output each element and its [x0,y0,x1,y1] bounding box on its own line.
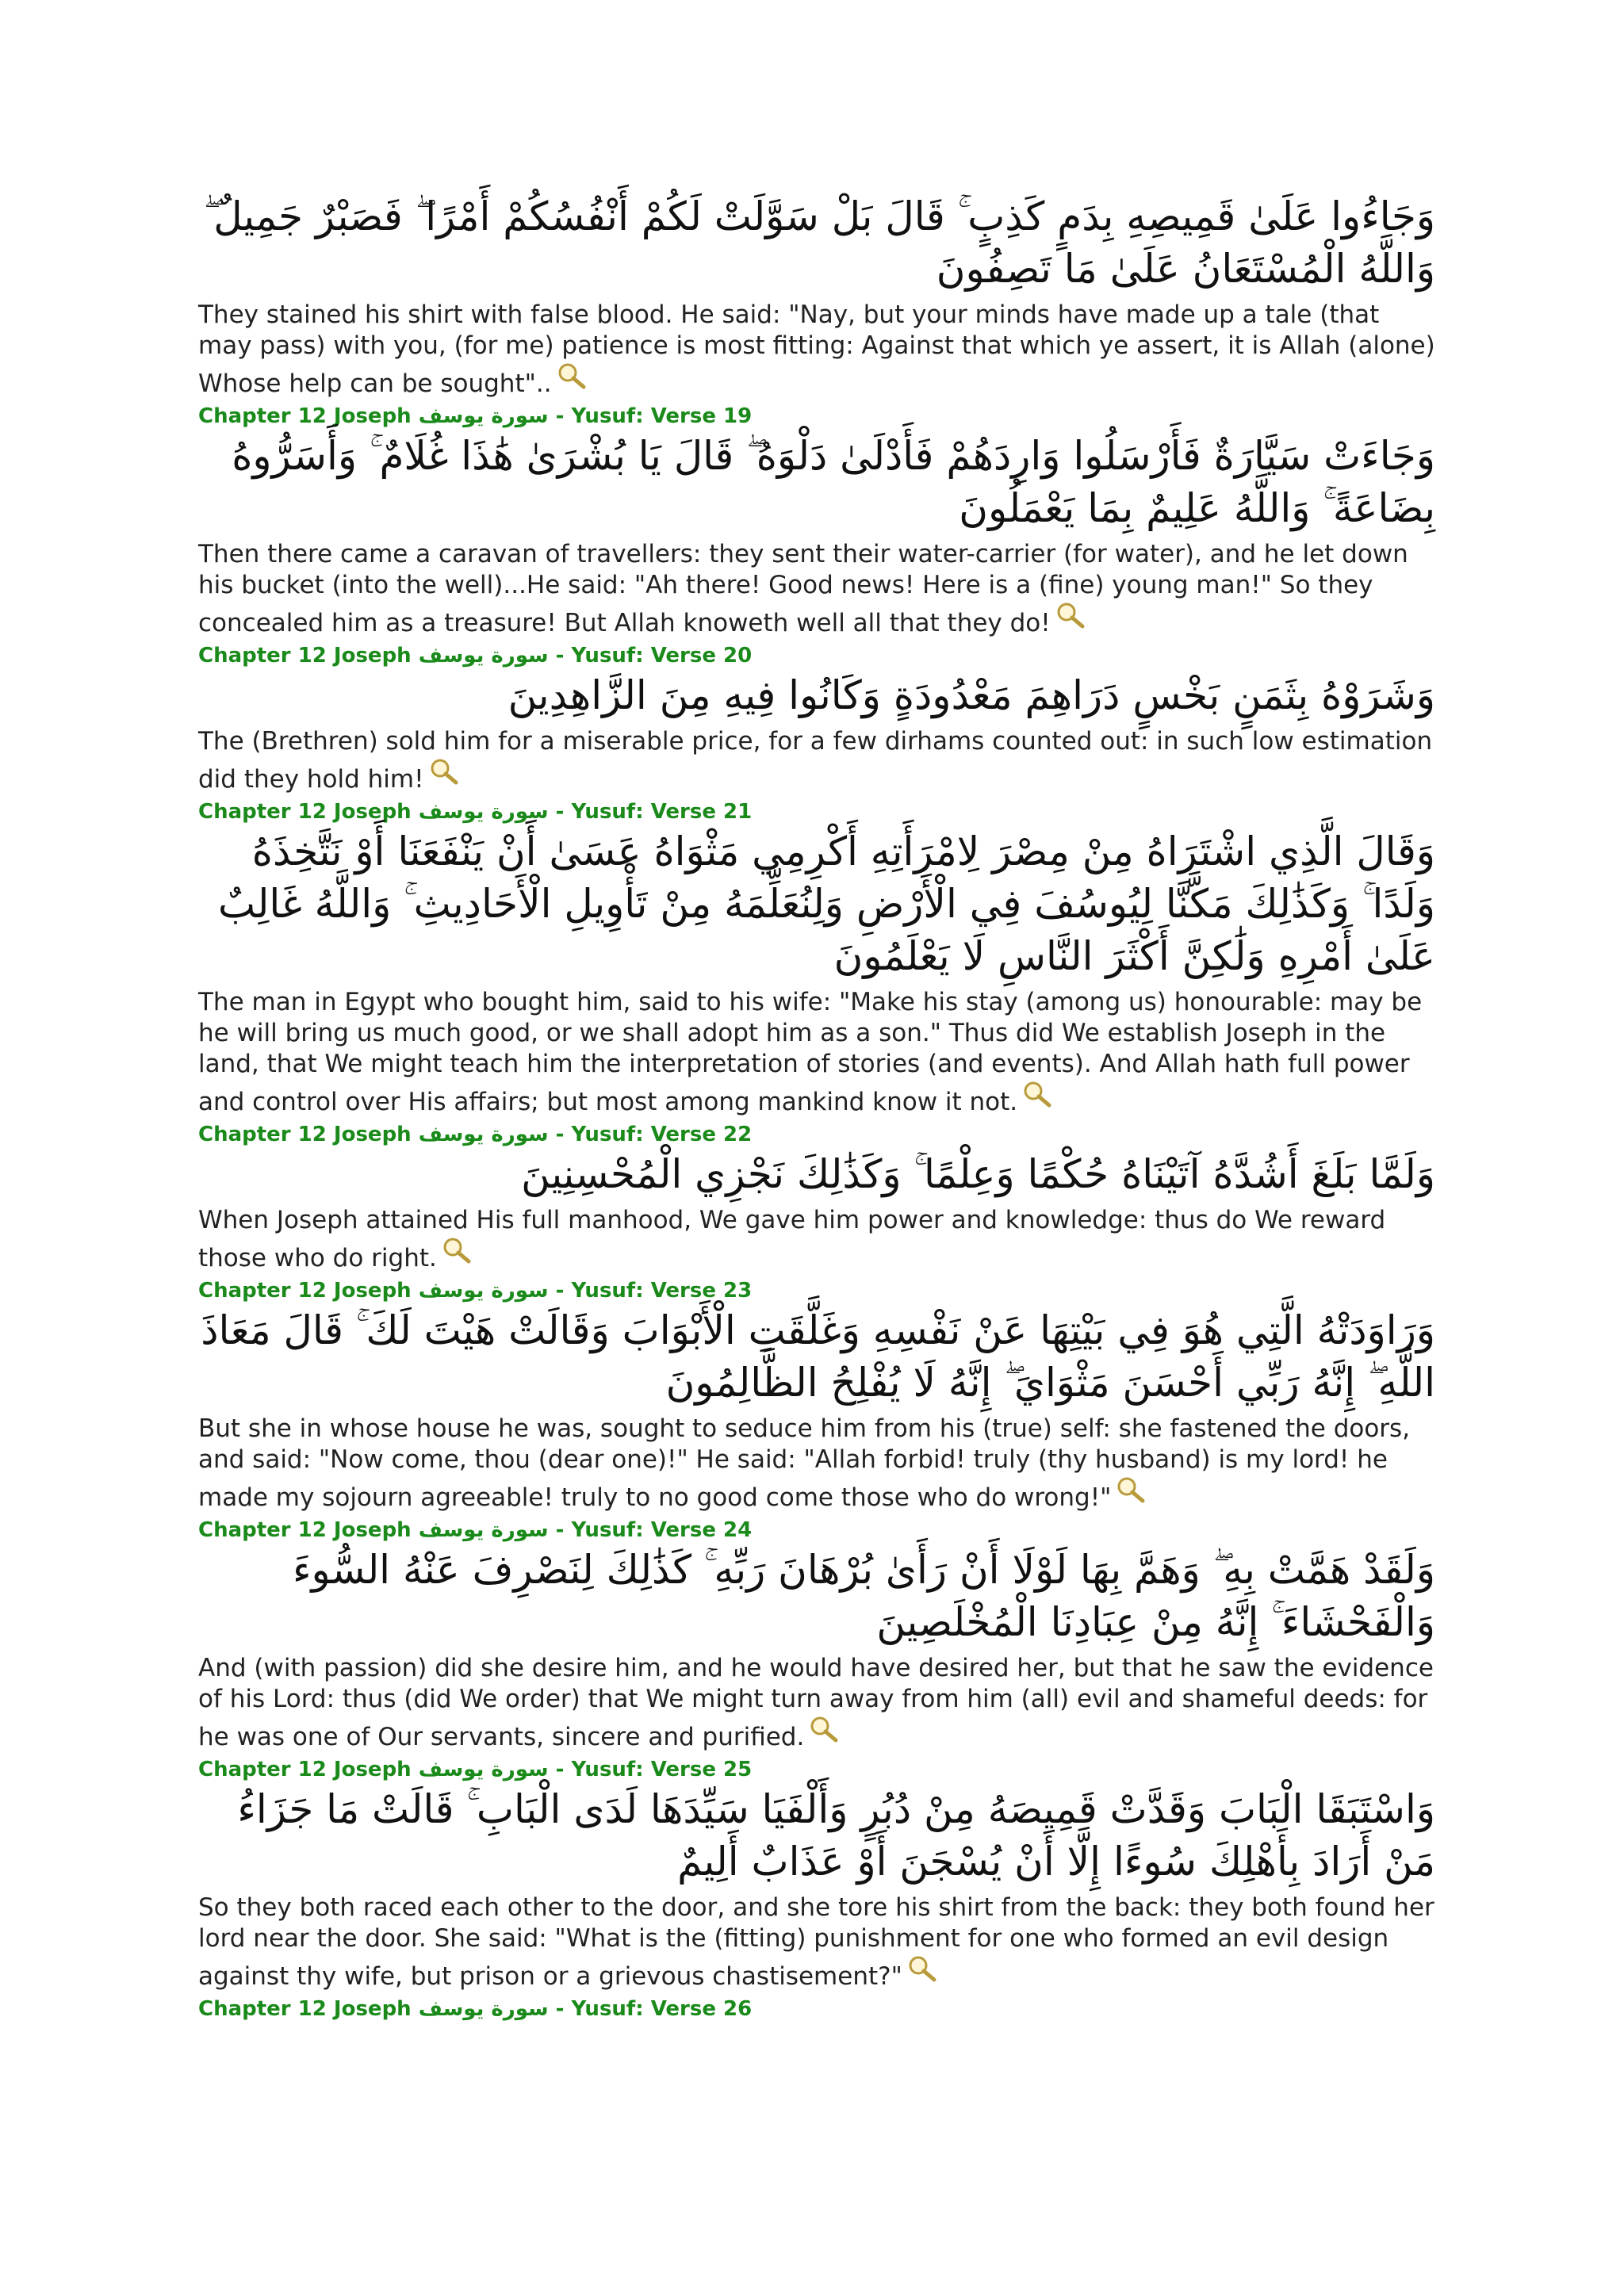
translation-body: But she in whose house he was, sought to seduce him from his (true) self: she fastened the doors, and said: "Now come, thou (dear one)!" He said: "Allah forbid! truly (thy husband) is my lord! he made my sojourn agreeable! truly to no good come those who do wrong!" [198,1414,1411,1512]
verse-block [198,825,1435,1148]
heading-verse: - Yusuf: Verse 25 [555,1758,753,1781]
heading-arabic: سورة يوسف [418,1758,549,1781]
verse-block [198,1304,1435,1544]
translation-body: The man in Egypt who bought him, said to his wife: "Make his stay (among us) honourable: may be he will bring us much good, or we shall adopt him as a son." Thus did We establish Joseph in the land, that We might teach him the interpretation of stories (and events). And Allah hath full power and control over His affairs; but most among mankind know it not. [198,988,1423,1116]
heading-verse: - Yusuf: Verse 21 [555,800,753,824]
heading-verse: - Yusuf: Verse 19 [555,404,753,428]
heading-chapter: Chapter 12 Joseph [198,1518,412,1542]
magnifier-icon[interactable] [1022,1080,1054,1116]
translation-text [198,987,1435,1118]
magnifier-icon[interactable] [1055,601,1087,637]
verse-block [198,1783,1435,2022]
verse-heading[interactable] [198,1121,1435,1148]
heading-chapter: Chapter 12 Joseph [198,404,412,428]
magnifier-icon[interactable] [557,362,588,398]
translation-body: When Joseph attained His full manhood, We gave him power and knowledge: thus do We reward those who do right. [198,1206,1386,1272]
verse-heading[interactable] [198,1277,1435,1304]
translation-text [198,300,1435,400]
magnifier-icon[interactable] [907,1954,939,1991]
heading-verse: - Yusuf: Verse 23 [555,1279,753,1303]
heading-arabic: سورة يوسف [418,644,549,668]
verse-block [198,430,1435,669]
heading-chapter: Chapter 12 Joseph [198,644,412,668]
translation-body: The (Brethren) sold him for a miserable price, for a few dirhams counted out: in such low estimation did they hold him! [198,727,1433,794]
heading-chapter: Chapter 12 Joseph [198,1997,412,2021]
heading-arabic: سورة يوسف [418,1518,549,1542]
translation-text [198,539,1435,639]
translation-text [198,1414,1435,1513]
arabic-verse: وَلَمَّا بَلَغَ أَشُدَّهُ آتَيْنَاهُ حُكْمًا وَعِلْمًا ۚ وَكَذَٰلِكَ نَجْزِي الْمُحْسِنِينَ [521,1151,1435,1197]
verse-heading[interactable] [198,403,1435,430]
heading-verse: - Yusuf: Verse 22 [555,1123,753,1146]
verse-block [198,1544,1435,1783]
magnifier-icon[interactable] [429,757,461,794]
translation-body: Then there came a caravan of travellers: they sent their water-carrier (for water), and he let down his bucket (into the well)...He said: "Ah there! Good news! Here is a (fine) young man!" So they concealed him as a treasure! But Allah knoweth well all that they do! [198,540,1408,637]
verse-heading[interactable] [198,798,1435,825]
heading-verse: - Yusuf: Verse 26 [555,1997,753,2021]
heading-arabic: سورة يوسف [418,800,549,824]
translation-text [198,1892,1435,1992]
verse-heading[interactable] [198,1517,1435,1544]
verse-heading[interactable] [198,1756,1435,1783]
translation-text [198,1205,1435,1274]
heading-verse: - Yusuf: Verse 24 [555,1518,753,1542]
arabic-verse: وَجَاءُوا عَلَىٰ قَمِيصِهِ بِدَمٍ كَذِبٍ ۚ قَالَ بَلْ سَوَّلَتْ لَكُمْ أَنْفُسُكُمْ أَمْرًا ۖ فَصَبْرٌ جَمِيلٌ ۖ وَاللَّهُ الْمُسْتَعَانُ عَلَىٰ مَا تَصِفُونَ [203,193,1435,292]
verse-block [198,669,1435,825]
magnifier-icon[interactable] [442,1236,473,1272]
heading-arabic: سورة يوسف [418,1123,549,1146]
magnifier-icon[interactable] [1116,1475,1147,1512]
translation-body: And (with passion) did she desire him, and he would have desired her, but that he saw the evidence of his Lord: thus (did We order) that We might turn away from him (all) evil and shameful deeds: for he was one of Our servants, sincere and purified. [198,1654,1434,1751]
heading-arabic: سورة يوسف [418,1997,549,2021]
heading-verse: - Yusuf: Verse 20 [555,644,753,668]
heading-chapter: Chapter 12 Joseph [198,1758,412,1781]
arabic-verse: وَقَالَ الَّذِي اشْتَرَاهُ مِنْ مِصْرَ لِامْرَأَتِهِ أَكْرِمِي مَثْوَاهُ عَسَىٰ أَنْ يَنْفَعَنَا أَوْ نَتَّخِذَهُ وَلَدًا ۚ وَكَذَٰلِكَ مَكَّنَّا لِيُوسُفَ فِي الْأَرْضِ وَلِنُعَلِّمَهُ مِنْ تَأْوِيلِ الْأَحَادِيثِ ۚ وَاللَّهُ غَالِبٌ عَلَىٰ أَمْرِهِ وَلَٰكِنَّ أَكْثَرَ النَّاسِ لَا يَعْلَمُونَ [218,828,1435,979]
verse-heading[interactable] [198,1996,1435,2022]
verse-heading[interactable] [198,642,1435,669]
arabic-verse: وَاسْتَبَقَا الْبَابَ وَقَدَّتْ قَمِيصَهُ مِنْ دُبُرٍ وَأَلْفَيَا سَيِّدَهَا لَدَى الْبَابِ ۚ قَالَتْ مَا جَزَاءُ مَنْ أَرَادَ بِأَهْلِكَ سُوءًا إِلَّا أَنْ يُسْجَنَ أَوْ عَذَابٌ أَلِيمٌ [237,1786,1435,1885]
heading-chapter: Chapter 12 Joseph [198,1123,412,1146]
magnifier-icon[interactable] [809,1715,841,1751]
arabic-verse: وَرَاوَدَتْهُ الَّتِي هُوَ فِي بَيْتِهَا عَنْ نَفْسِهِ وَغَلَّقَتِ الْأَبْوَابَ وَقَالَتْ هَيْتَ لَكَ ۚ قَالَ مَعَاذَ اللَّهِ ۖ إِنَّهُ رَبِّي أَحْسَنَ مَثْوَايَ ۖ إِنَّهُ لَا يُفْلِحُ الظَّالِمُونَ [201,1307,1435,1406]
translation-text [198,726,1435,795]
arabic-verse: وَجَاءَتْ سَيَّارَةٌ فَأَرْسَلُوا وَارِدَهُمْ فَأَدْلَىٰ دَلْوَهُ ۖ قَالَ يَا بُشْرَىٰ هَٰذَا غُلَامٌ ۚ وَأَسَرُّوهُ بِضَاعَةً ۚ وَاللَّهُ عَلِيمٌ بِمَا يَعْمَلُونَ [232,433,1435,531]
verse-block [198,1148,1435,1304]
heading-chapter: Chapter 12 Joseph [198,800,412,824]
translation-text [198,1653,1435,1753]
document-page [198,190,1435,2022]
arabic-verse: وَشَرَوْهُ بِثَمَنٍ بَخْسٍ دَرَاهِمَ مَعْدُودَةٍ وَكَانُوا فِيهِ مِنَ الزَّاهِدِينَ [508,672,1435,718]
verse-block [198,190,1435,430]
translation-body: They stained his shirt with false blood. He said: "Nay, but your minds have made up a tale (that may pass) with you, (for me) patience is most fitting: Against that which ye assert, it is Allah (alone) Whose help can be sought".. [198,300,1435,398]
heading-arabic: سورة يوسف [418,404,549,428]
translation-body: So they both raced each other to the door, and she tore his shirt from the back: they both found her lord near the door. She said: "What is the (fitting) punishment for one who formed an evil design against thy wife, but prison or a grievous chastisement?" [198,1893,1434,1991]
heading-chapter: Chapter 12 Joseph [198,1279,412,1303]
arabic-verse: وَلَقَدْ هَمَّتْ بِهِ ۖ وَهَمَّ بِهَا لَوْلَا أَنْ رَأَىٰ بُرْهَانَ رَبِّهِ ۚ كَذَٰلِكَ لِنَصْرِفَ عَنْهُ السُّوءَ وَالْفَحْشَاءَ ۚ إِنَّهُ مِنْ عِبَادِنَا الْمُخْلَصِينَ [293,1547,1435,1645]
heading-arabic: سورة يوسف [418,1279,549,1303]
